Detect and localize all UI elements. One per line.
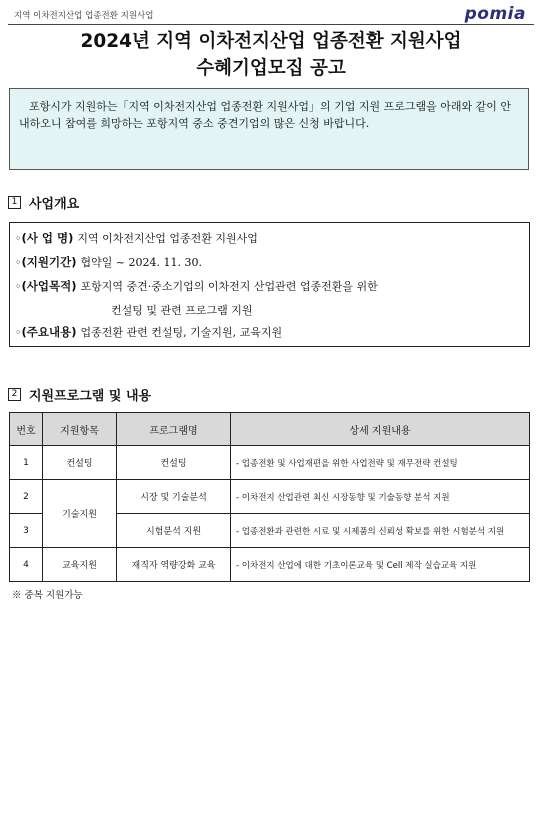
overview-item (15, 278, 378, 294)
cell-detail: - 이차전지 산업에 대한 기초이론교육 및 Cell 제작 실습교육 지원 (231, 548, 530, 582)
cell-program: 시장 및 기술분석 (117, 480, 231, 514)
overview-value: 업종전환 관련 컨설팅, 기술지원, 교육지원 (80, 326, 283, 339)
cell-category: 기술지원 (43, 480, 117, 548)
cell-program: 컨설팅 (117, 446, 231, 480)
col-header-program: 프로그램명 (117, 413, 231, 446)
section1-heading (8, 193, 79, 212)
overview-value-continuation: 컨설팅 및 관련 프로그램 지원 (111, 304, 253, 317)
table-header-row (10, 413, 530, 446)
table-row (10, 480, 530, 514)
cell-detail: - 업종전환과 관련한 시료 및 시제품의 신뢰성 확보를 위한 시험분석 지원 (231, 514, 530, 548)
document-header (8, 6, 534, 25)
cell-program: 시험분석 지원 (117, 514, 231, 548)
page-title-line2: 수혜기업모집 공고 (196, 58, 346, 79)
program-table (9, 412, 530, 582)
header-doc-label: 지역 이차전지산업 업종전환 지원사업 (14, 11, 154, 21)
section2-number: 2 (8, 388, 21, 401)
overview-label: (지원기간) (21, 255, 77, 269)
cell-detail: - 이차전지 산업관련 최신 시장동향 및 기술동향 분석 지원 (231, 480, 530, 514)
logo-text: pomia (464, 4, 526, 24)
section1-number: 1 (8, 196, 21, 209)
notice-box: 포항시가 지원하는「지역 이차전지산업 업종전환 지원사업」의 기업 지원 프로그램을 아래와 같이 안내하오니 참여를 희망하는 포항지역 중소 중견기업의 많은 신청 바랍니다. (9, 88, 529, 170)
bullet: ◦ (15, 256, 22, 269)
overview-label: (사업목적) (21, 279, 77, 293)
col-header-category: 지원항목 (43, 413, 117, 446)
cell-number: 4 (10, 548, 43, 582)
section2-heading (8, 385, 151, 404)
table-row (10, 548, 530, 582)
overview-value: 협약일 ~ 2024. 11. 30. (80, 256, 203, 269)
cell-number: 3 (10, 514, 43, 548)
overview-box (9, 222, 530, 347)
overview-label: (주요내용) (21, 325, 77, 339)
section1-title: 사업개요 (29, 197, 80, 212)
overview-value: 지역 이차전지산업 업종전환 지원사업 (77, 232, 258, 245)
footnote: ※ 중복 지원가능 (12, 590, 83, 601)
overview-item (15, 324, 282, 340)
page-title-line1: 2024년 지역 이차전지산업 업종전환 지원사업 (80, 31, 462, 52)
overview-item (15, 254, 202, 270)
table-row (10, 446, 530, 480)
cell-category: 교육지원 (43, 548, 117, 582)
bullet: ◦ (15, 326, 22, 339)
bullet: ◦ (15, 232, 22, 245)
bullet: ◦ (15, 280, 22, 293)
cell-category: 컨설팅 (43, 446, 117, 480)
cell-number: 2 (10, 480, 43, 514)
overview-label: (사 업 명) (21, 231, 74, 245)
cell-detail: - 업종전환 및 사업재편을 위한 사업전략 및 재무전략 컨설팅 (231, 446, 530, 480)
overview-item (15, 230, 258, 246)
col-header-detail: 상세 지원내용 (231, 413, 530, 446)
section2-title: 지원프로그램 및 내용 (29, 389, 152, 404)
col-header-number: 번호 (10, 413, 43, 446)
cell-number: 1 (10, 446, 43, 480)
cell-program: 재직자 역량강화 교육 (117, 548, 231, 582)
overview-value: 포항지역 중견·중소기업의 이차전지 산업관련 업종전환을 위한 (80, 280, 378, 293)
pomia-logo (465, 4, 526, 22)
